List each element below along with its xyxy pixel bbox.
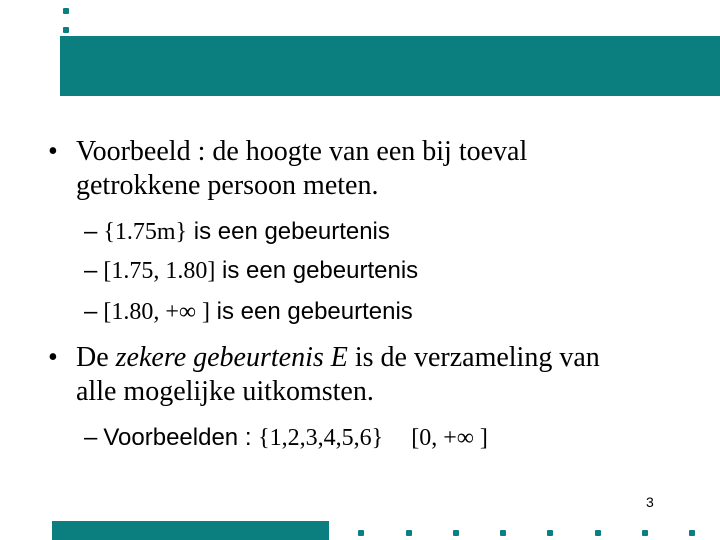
bullet-1: [48, 135, 688, 205]
footer-bar: [52, 521, 329, 540]
decor-dot: [406, 530, 412, 536]
dash: –: [84, 424, 98, 451]
bullet-2: [48, 341, 708, 411]
bullet-1-line-1: Voorbeeld : de hoogte van een bij toeval: [76, 136, 528, 167]
set-expression: {1.75m}: [103, 219, 188, 245]
sub-item-text: is een gebeurtenis: [210, 298, 413, 325]
bullet-mark: •: [48, 136, 58, 167]
decor-dot: [689, 530, 695, 536]
set-expression: {1,2,3,4,5,6}: [258, 425, 384, 451]
dash: –: [84, 257, 98, 284]
decor-dot: [595, 530, 601, 536]
decor-dot: [500, 530, 506, 536]
dash: –: [84, 218, 98, 245]
bullet-2-pre: De: [76, 342, 116, 373]
sub-item-text: is een gebeurtenis: [215, 257, 419, 284]
bullet-1-line-2: getrokkene persoon meten.: [76, 170, 379, 201]
sub-item-text: is een gebeurtenis: [187, 218, 390, 245]
bullet-2-line-2: alle mogelijke uitkomsten.: [76, 376, 374, 407]
decor-dot: [453, 530, 459, 536]
interval-expression: [1.75, 1.80]: [103, 258, 216, 284]
sub-item-text: Voorbeelden :: [103, 424, 259, 451]
dash: –: [84, 298, 98, 325]
sub-item-1: [84, 217, 390, 247]
decor-dot: [547, 530, 553, 536]
bullet-2-line-1: [76, 341, 600, 375]
interval-expression: [1.80, +∞ ]: [103, 299, 210, 325]
sub-item-2: [84, 256, 418, 286]
decor-dot: [358, 530, 364, 536]
page-number: 3: [646, 494, 654, 510]
sub-item-3: [84, 297, 413, 327]
bullet-2-post: is de verzameling van: [347, 342, 600, 373]
interval-expression: [0, +∞ ]: [411, 425, 488, 451]
bullet-mark: •: [48, 342, 58, 373]
decor-dot: [642, 530, 648, 536]
bullet-2-term: zekere gebeurtenis E: [115, 342, 348, 373]
sub-item-4: [84, 423, 488, 453]
